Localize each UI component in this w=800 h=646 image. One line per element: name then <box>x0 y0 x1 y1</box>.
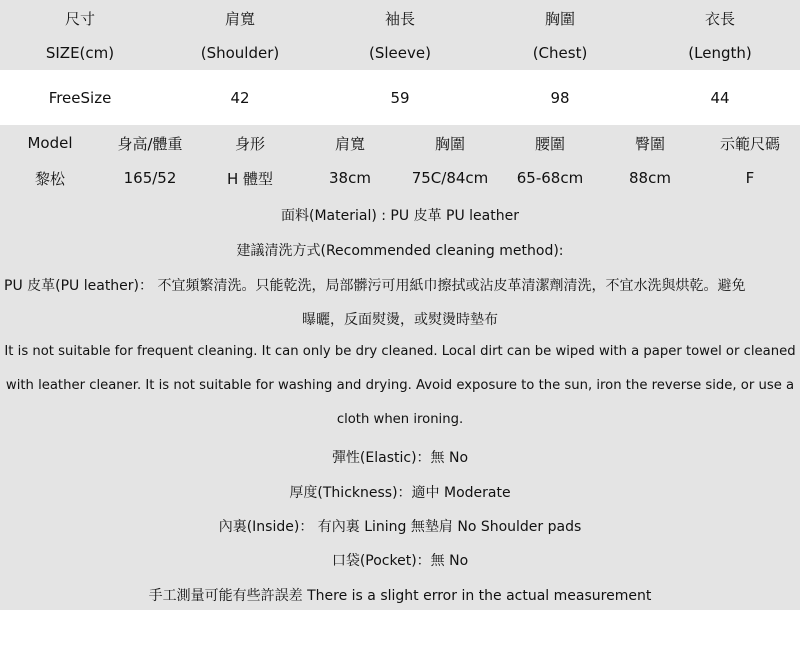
measurement-note: 手工測量可能有些許誤差 There is a slight error in the actual measurement <box>148 588 652 604</box>
cleaning-cn-line-2: 曝曬，反面熨燙，或熨燙時墊布 <box>302 312 498 328</box>
length-header-en-cell: (Length) <box>688 44 752 62</box>
sleeve-header-en-cell: (Sleeve) <box>369 44 431 62</box>
model-value-row <box>0 161 800 195</box>
chest-value-cell: 98 <box>550 88 570 107</box>
shoulder-header-en-cell: (Shoulder) <box>200 44 280 62</box>
length-value-cell: 44 <box>710 88 730 107</box>
shoulder-value-cell: 42 <box>230 88 250 107</box>
model-header-row <box>0 125 800 161</box>
model-header-cell: Model <box>27 134 73 152</box>
product-info-block <box>0 195 800 610</box>
cleaning-en-line-3: cloth when ironing. <box>336 412 464 427</box>
size-value-cell: FreeSize <box>48 88 112 107</box>
chest-header-cell: 胸圍 <box>544 9 575 28</box>
bust-header-cell: 胸圍 <box>434 134 465 153</box>
cleaning-cn-line-1: PU 皮革(PU leather)： 不宜頻繁清洗。只能乾洗，局部髒污可用紙巾擦拭或沾皮革清潔劑清洗，不宜水洗與烘乾。避免 <box>4 278 746 294</box>
demo-size-cell: F <box>745 169 755 187</box>
sleeve-header-cell: 袖長 <box>384 9 415 28</box>
inside-line: 內裏(Inside)： 有內裏 Lining 無墊肩 No Shoulder pads <box>218 519 582 535</box>
height-weight-cell: 165/52 <box>123 169 177 187</box>
height-weight-header-cell: 身高/體重 <box>117 134 183 153</box>
material-line: 面料(Material) : PU 皮革 PU leather <box>281 208 519 224</box>
size-header-en-row <box>0 36 800 70</box>
demo-size-header-cell: 示範尺碼 <box>719 134 780 153</box>
length-header-cell: 衣長 <box>704 9 735 28</box>
sleeve-value-cell: 59 <box>390 88 410 107</box>
model-table <box>0 125 800 195</box>
cleaning-en-line-1: It is not suitable for frequent cleaning. It can only be dry cleaned. Local dirt can be wiped with a paper towel or cleaned <box>4 344 796 359</box>
cleaning-en-line-2: with leather cleaner. It is not suitable for washing and drying. Avoid exposure to the sun, iron the reverse side, or use a <box>5 378 795 393</box>
chest-header-en-cell: (Chest) <box>532 44 588 62</box>
thickness-line: 厚度(Thickness)：適中 Moderate <box>289 485 511 501</box>
size-table-row <box>0 70 800 125</box>
hip-header-cell: 臀圍 <box>634 134 665 153</box>
shoulder-cell: 38cm <box>329 169 371 187</box>
pocket-line: 口袋(Pocket)：無 No <box>331 553 469 569</box>
body-shape-header-cell: 身形 <box>234 134 265 153</box>
size-header-en-cell: SIZE(cm) <box>45 44 115 62</box>
size-header-cn-row <box>0 0 800 36</box>
waist-cell: 65-68cm <box>516 169 584 187</box>
size-header-cell: 尺寸 <box>64 9 95 28</box>
body-shape-cell: H 體型 <box>226 169 274 188</box>
hip-cell: 88cm <box>629 169 671 187</box>
waist-header-cell: 腰圍 <box>534 134 565 153</box>
cleaning-title: 建議清洗方式(Recommended cleaning method): <box>236 243 564 259</box>
model-name-cell: 黎松 <box>34 169 65 188</box>
shoulder-header-cell: 肩寬 <box>224 9 255 28</box>
bust-cell: 75C/84cm <box>411 169 489 187</box>
shoulder-header-cell: 肩寬 <box>334 134 365 153</box>
elastic-line: 彈性(Elastic)：無 No <box>331 450 469 466</box>
size-table-header <box>0 0 800 70</box>
